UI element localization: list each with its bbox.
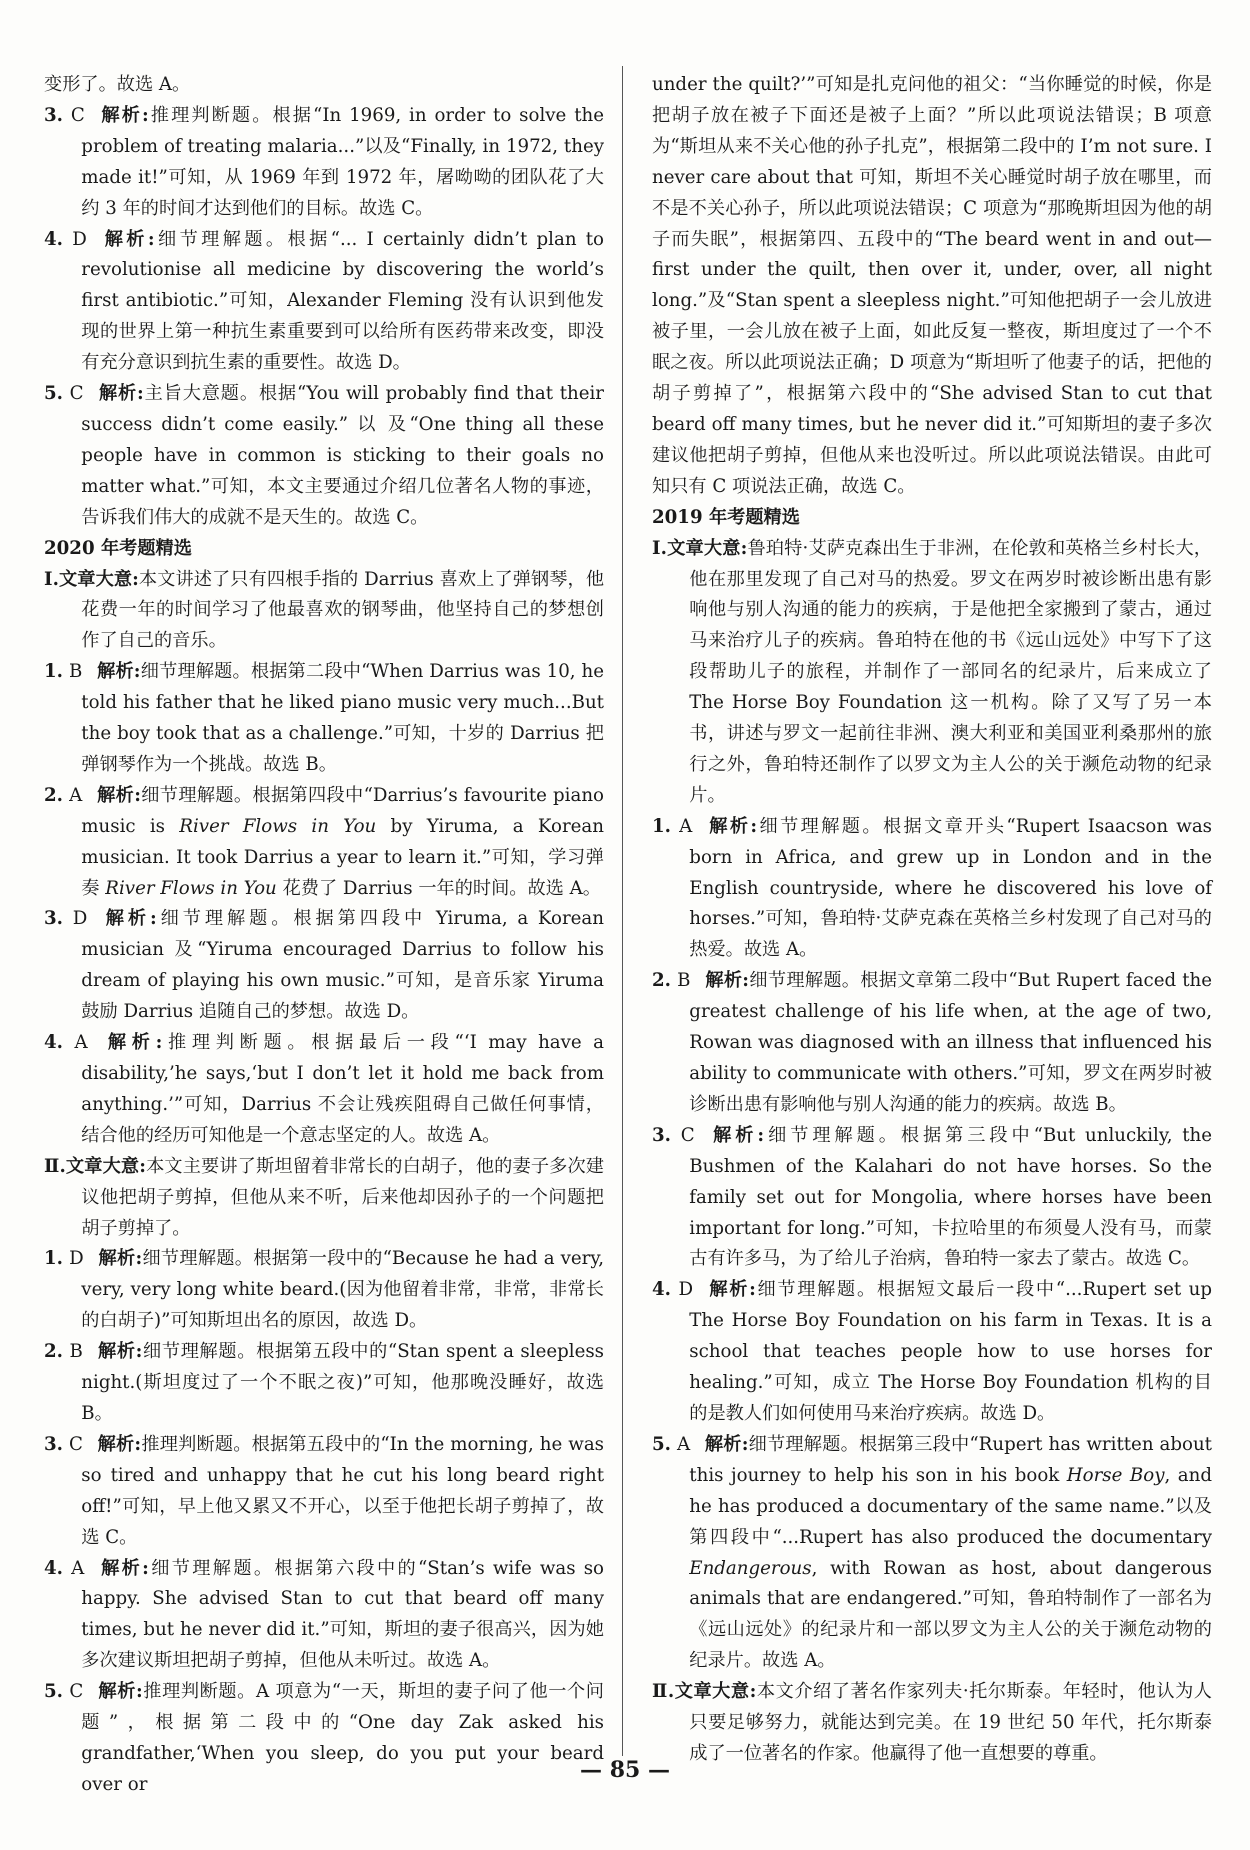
- answer-item: [44, 1430, 604, 1554]
- roman-number: Ⅱ.: [652, 1681, 675, 1703]
- column-divider: [622, 66, 623, 1756]
- analysis-tag: 解析:: [97, 1341, 143, 1363]
- answer-item: [44, 225, 604, 380]
- answer-item: [44, 781, 604, 905]
- roman-number: Ⅰ.: [44, 568, 59, 590]
- item-number: 3.: [44, 1433, 63, 1455]
- analysis-text: 细节理解题。根据第一段中的“Because he had a very, very, very long white beard.(因为他留着非常，非常，非常长的白胡子)”可知斯坦出名的原因，故选 D。: [81, 1248, 604, 1332]
- analysis-text: 细节理解题。根据“... I certainly didn’t plan to revolutionise all medicine by discovering the world’s first antibiotic.”可知，Alexander Fleming 没有认识到他发现的世界上第一种抗生素重要到可以给所有医药带来改变，即没有充分意识到抗生素的重要性。故选 D。: [81, 228, 604, 374]
- summary-tag: 文章大意:: [667, 537, 748, 559]
- roman-number: Ⅰ.: [652, 537, 668, 559]
- item-number: 4.: [44, 228, 63, 250]
- answer-letter: B: [69, 1341, 83, 1363]
- analysis-text: 推理判断题。根据第五段中的“In the morning, he was so tired and unhappy that he cut his long beard right off!”可知，早上他又累又不开心，以至于他把长胡子剪掉了，故选 C。: [81, 1433, 604, 1548]
- analysis-text: 细节理解题。根据第四段中 Yiruma, a Korean musician 及“Yiruma encouraged Darrius to follow his dream of playing his own music.”可知，是音乐家 Yiruma 鼓励 Darrius 追随自己的梦想。故选 D。: [81, 908, 604, 1023]
- left-column: [44, 70, 604, 1801]
- answer-letter: A: [677, 1433, 691, 1455]
- analysis-tag: 解析:: [97, 1433, 142, 1455]
- answer-letter: B: [68, 661, 83, 683]
- analysis-tag: 解析:: [101, 908, 157, 930]
- item-number: 1.: [44, 1248, 63, 1270]
- analysis-text: , and he has produced a documentary of the same name.”以及第四段中“...Rupert has also produced the documentary: [689, 1464, 1212, 1548]
- answer-item: [44, 657, 604, 781]
- analysis-text: 主旨大意题。根据“You will probably find that their success didn’t come easily.” 以 及“One thing all these people have in common is sticking to their goals no matter what.”可知，本文主要通过介绍几位著名人物的事迹，告诉我们伟大的成就不是天生的。故选 C。: [81, 383, 604, 528]
- analysis-text: , with Rowan as host, about dangerous animals that are endangered.”可知，鲁珀特制作了一部名为《远山远处》的纪录片和一部以罗文为主人公的关于濒危动物的纪录片。故选 A。: [689, 1557, 1212, 1672]
- analysis-text: 细节理解题。根据文章第二段中“But Rupert faced the greatest challenge of his life when, at the age of two, Rowan was diagnosed with an illness that influenced his ability to communicate with others.”可知，罗文在两岁时被诊断出患有影响他与别人沟通的能力的疾病。故选 B。: [689, 970, 1212, 1115]
- answer-letter: C: [70, 104, 85, 126]
- summary-text: 本文讲述了只有四根手指的 Darrius 喜欢上了弹钢琴，他花费一年的时间学习了他最喜欢的钢琴曲，他坚持自己的梦想创作了自己的音乐。: [81, 568, 605, 652]
- summary-paragraph: [44, 565, 604, 658]
- analysis-text: 细节理解题。根据第六段中的“Stan’s wife was so happy. She advised Stan to cut that beard off many times, but he never did it.”可知，斯坦的妻子很高兴，因为她多次建议斯坦把胡子剪掉，但他从未听过。故选 A。: [81, 1557, 604, 1672]
- answer-item: [652, 812, 1212, 967]
- summary-paragraph: [652, 1677, 1212, 1770]
- answer-letter: B: [677, 970, 691, 992]
- continuation-text: under the quilt?’”可知是扎克问他的祖父：“当你睡觉的时候，你是把胡子放在被子下面还是被子上面？”所以此项说法错误；B 项意为“斯坦从来不关心他的孙子扎克”，根据第二段中的 I’m not sure. I never care about that 可知，斯坦不关心睡觉时胡子放在哪里，而不是不关心孙子，所以此项说法错误；C 项意为“那晚斯坦因为他的胡子而失眠”，根据第四、五段中的“The beard went in and out—first under the quilt, then over it, under, over, all night long.”及“Stan spent a sleepless night.”可知他把胡子一会儿放进被子里，一会儿放在被子上面，如此反复一整夜，斯坦度过了一个不眠之夜。所以此项说法正确；D 项意为“斯坦听了他妻子的话，把他的胡子剪掉了”，根据第六段中的“She advised Stan to cut that beard off many times, but he never did it.”可知斯坦的妻子多次建议他把胡子剪掉，但他从来也没听过。所以此项说法错误。由此可知只有 C 项说法正确，故选 C。: [652, 74, 1212, 497]
- answer-item: [44, 904, 604, 1028]
- section-heading-2020: 2020 年考题精选: [44, 537, 192, 559]
- analysis-tag: 解析:: [705, 970, 750, 992]
- answer-letter: A: [74, 1032, 88, 1054]
- analysis-tag: 解析:: [707, 1279, 756, 1301]
- song-title: River Flows in You: [105, 877, 277, 899]
- item-number: 5.: [44, 383, 63, 405]
- analysis-text: 细节理解题。根据第五段中的“Stan spent a sleepless night.(斯坦度过了一个不眠之夜)”可知，他那晚没睡好，故选 B。: [81, 1341, 604, 1424]
- answer-item: [44, 1028, 604, 1152]
- answer-letter: A: [71, 1557, 85, 1579]
- item-number: 2.: [44, 1341, 63, 1363]
- item-number: 1.: [652, 815, 671, 837]
- item-number: 1.: [44, 661, 63, 683]
- answer-item: [652, 1121, 1212, 1276]
- answer-letter: D: [72, 908, 88, 930]
- right-column: [652, 70, 1212, 1770]
- analysis-text: 花费了 Darrius 一年的时间。故选 A。: [276, 877, 601, 899]
- item-number: 3.: [652, 1124, 671, 1146]
- summary-text: 本文介绍了著名作家列夫·托尔斯泰。年轻时，他认为人只要足够努力，就能达到完美。在 19 世纪 50 年代，托尔斯泰成了一位著名的作家。他赢得了他一直想要的尊重。: [689, 1681, 1212, 1764]
- analysis-text: 推理判断题。根据“In 1969, in order to solve the problem of treating malaria...”以及“Finally, in 1972, they made it!”可知，从 1969 年到 1972 年，屠呦呦的团队花了大约 3 年的时间才达到他们的目标。故选 C。: [81, 104, 604, 219]
- analysis-tag: 解析:: [706, 815, 758, 837]
- song-title: River Flows in You: [179, 815, 377, 837]
- summary-paragraph: [44, 1152, 604, 1245]
- item-number: 3.: [44, 104, 63, 126]
- answer-letter: C: [69, 383, 84, 405]
- item-number: 4.: [44, 1032, 63, 1054]
- item-number: 2.: [652, 970, 671, 992]
- analysis-tag: 解析:: [97, 1681, 143, 1703]
- analysis-tag: 解析:: [102, 1032, 163, 1054]
- answer-item: [44, 1244, 604, 1337]
- analysis-text: 细节理解题。根据短文最后一段中“...Rupert set up The Horse Boy Foundation on his farm in Texas. It is a school that teaches people how to use horses for healing.”可知，成立 The Horse Boy Foundation 机构的目的是教人们如何使用马来治疗疾病。故选 D。: [689, 1279, 1212, 1424]
- answer-item: [652, 1275, 1212, 1430]
- summary-text: 中写下了这段帮助儿子的旅程，并制作了一部同名的纪录片，后来成立了 The Horse Boy Foundation 这一机构。除了又写了另一本书，讲述与罗文一起前往非洲、澳大利亚和美国亚利桑那州的旅行之外，鲁珀特还制作了以罗文为主人公的关于濒危动物的纪录片。: [689, 630, 1212, 806]
- analysis-text: 细节理解题。根据第三段中“But unluckily, the Bushmen of the Kalahari do not have horses. So the family set out for Mongolia, where horses have been important for long.”可知，卡拉哈里的布须曼人没有马，而蒙古有许多马，为了给儿子治病，鲁珀特一家去了蒙古。故选 C。: [689, 1124, 1212, 1270]
- book-title: 《远山远处》: [1006, 630, 1120, 652]
- answer-item: [44, 1337, 604, 1430]
- answer-item: [652, 966, 1212, 1121]
- analysis-tag: 解析:: [98, 383, 144, 405]
- summary-tag: 文章大意:: [674, 1681, 757, 1703]
- analysis-text: 细节理解题。根据第三段中“Rupert has written about this journey to help his son in his book: [689, 1433, 1212, 1486]
- item-number: 4.: [652, 1279, 671, 1301]
- analysis-tag: 解析:: [101, 228, 155, 250]
- analysis-tag: 解析:: [98, 1248, 143, 1270]
- summary-text: 本文主要讲了斯坦留着非常长的白胡子，他的妻子多次建议他把胡子剪掉，但他从来不听，后来他却因孙子的一个问题把胡子剪掉了。: [81, 1155, 604, 1239]
- summary-tag: 文章大意:: [58, 568, 139, 590]
- answer-letter: A: [69, 784, 83, 806]
- analysis-tag: 解析:: [709, 1124, 765, 1146]
- answer-letter: D: [72, 228, 87, 250]
- answer-letter: C: [68, 1433, 83, 1455]
- analysis-text: 细节理解题。根据第二段中“When Darrius was 10, he told his father that he liked piano music very much...But the boy took that as a challenge.”可知，十岁的 Darrius 把弹钢琴作为一个挑战。故选 B。: [81, 661, 604, 775]
- item-number: 5.: [652, 1433, 671, 1455]
- roman-number: Ⅱ.: [44, 1155, 66, 1177]
- answer-letter: C: [680, 1124, 695, 1146]
- answer-item: [44, 1554, 604, 1678]
- answer-item: [44, 379, 604, 534]
- item-number: 2.: [44, 784, 63, 806]
- analysis-text: 细节理解题。根据文章开头“Rupert Isaacson was born in Africa, and grew up in London and in the English countryside, where he discovered his love of horses.”可知，鲁珀特·艾萨克森在英格兰乡村发现了自己对马的热爱。故选 A。: [689, 815, 1212, 961]
- item-number: 3.: [44, 908, 63, 930]
- summary-tag: 文章大意:: [65, 1155, 146, 1177]
- answer-item: [44, 101, 604, 225]
- answer-item: [652, 1430, 1212, 1677]
- documentary-title: Endangerous: [689, 1557, 812, 1579]
- analysis-tag: 解析:: [99, 104, 149, 126]
- book-title: Horse Boy: [1066, 1464, 1165, 1486]
- section-heading-2019: 2019 年考题精选: [652, 506, 800, 528]
- analysis-tag: 解析:: [96, 784, 141, 806]
- answer-letter: A: [679, 815, 693, 837]
- answer-letter: D: [69, 1248, 84, 1270]
- analysis-tag: 解析:: [98, 1557, 149, 1579]
- item-number: 5.: [44, 1681, 63, 1703]
- intro-text: 变形了。故选 A。: [44, 74, 191, 95]
- analysis-tag: 解析:: [96, 661, 141, 683]
- page-number: — 85 —: [580, 1757, 670, 1783]
- analysis-text: 细节理解题。根据第四段中“Darrius’s favourite piano music is: [81, 784, 604, 837]
- analysis-text: 推理判断题。A 项意为“一天，斯坦的妻子问了他一个问题”，根据第二段中的“One day Zak asked his grandfather,‘When you sleep, do you put your beard over or: [81, 1681, 604, 1795]
- summary-paragraph: [652, 534, 1212, 812]
- summary-text: 鲁珀特·艾萨克森出生于非洲，在伦敦和英格兰乡村长大，他在那里发现了自己对马的热爱。罗文在两岁时被诊断出患有影响他与别人沟通的能力的疾病，于是他把全家搬到了蒙古，通过马来治疗儿子的疾病。鲁珀特在他的书: [689, 537, 1212, 652]
- analysis-text: by Yiruma, a Korean musician. It took Darrius a year to learn it.”可知，学习弹奏: [81, 815, 604, 899]
- analysis-text: 推理判断题。根据最后一段“‘I may have a disability,’he says,‘but I don’t let it hold me back from anything.’”可知，Darrius 不会让残疾阻碍自己做任何事情，结合他的经历可知他是一个意志坚定的人。故选 A。: [81, 1032, 604, 1146]
- answer-letter: C: [69, 1681, 84, 1703]
- analysis-tag: 解析:: [704, 1433, 749, 1455]
- answer-letter: D: [678, 1279, 694, 1301]
- item-number: 4.: [44, 1557, 63, 1579]
